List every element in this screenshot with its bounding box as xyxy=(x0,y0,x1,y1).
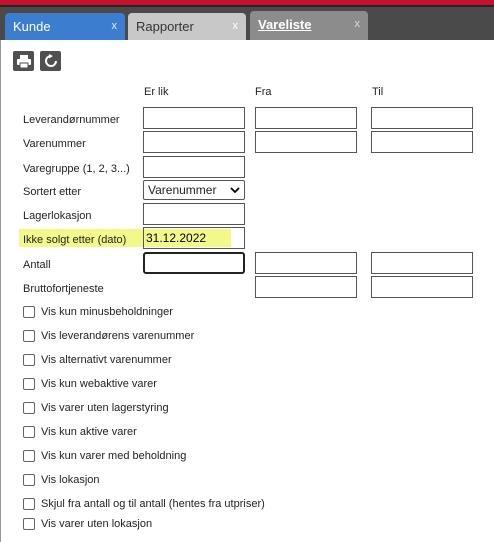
label-leverandornummer: Leverandørnummer xyxy=(23,114,120,126)
tab-vareliste[interactable] xyxy=(250,11,368,40)
tab-rapporter[interactable] xyxy=(128,13,246,40)
label-sortert-etter: Sortert etter xyxy=(23,186,82,198)
checkbox-label: Vis leverandørens varenummer xyxy=(41,330,195,342)
tab-label: Rapporter xyxy=(136,19,194,34)
checkbox[interactable] xyxy=(23,518,35,530)
checkbox-label: Vis alternativt varenummer xyxy=(41,354,172,366)
checkbox-label: Vis kun webaktive varer xyxy=(41,378,157,390)
varegruppe-input[interactable] xyxy=(143,156,245,178)
column-til: Til xyxy=(372,86,384,98)
bruttofortjeneste-fra-input[interactable] xyxy=(255,276,357,298)
checkbox-label: Vis varer uten lagerstyring xyxy=(41,402,169,414)
label-lagerlokasjon: Lagerlokasjon xyxy=(23,210,92,222)
lagerlokasjon-input[interactable] xyxy=(143,203,245,225)
print-button[interactable] xyxy=(13,51,34,71)
tab-label: Kunde xyxy=(13,19,51,34)
select-value: Varenummer xyxy=(148,183,217,197)
varenummer-er-lik-input[interactable] xyxy=(143,131,245,153)
ikke-solgt-etter-date-input[interactable] xyxy=(143,227,245,249)
label-varegruppe: Varegruppe (1, 2, 3...) xyxy=(23,163,130,175)
sortert-etter-select[interactable] xyxy=(143,180,245,200)
checkbox[interactable] xyxy=(23,354,35,366)
close-icon[interactable]: x xyxy=(354,18,360,30)
checkbox[interactable] xyxy=(23,306,35,318)
label-varenummer: Varenummer xyxy=(23,138,86,150)
varenummer-til-input[interactable] xyxy=(371,131,473,153)
label-bruttofortjeneste: Bruttofortjeneste xyxy=(23,283,104,295)
checkbox-label: Vis lokasjon xyxy=(41,474,100,486)
antall-er-lik-input[interactable] xyxy=(143,252,245,274)
checkbox-label: Vis varer uten lokasjon xyxy=(41,518,153,530)
refresh-button[interactable] xyxy=(40,51,61,71)
leverandornummer-fra-input[interactable] xyxy=(255,107,357,129)
leverandornummer-til-input[interactable] xyxy=(371,107,473,129)
checkbox[interactable] xyxy=(23,474,35,486)
column-fra: Fra xyxy=(255,86,272,98)
varenummer-fra-input[interactable] xyxy=(255,131,357,153)
checkbox-label: Vis kun aktive varer xyxy=(41,426,137,438)
vareliste-panel xyxy=(0,40,494,542)
checkbox[interactable] xyxy=(23,330,35,342)
antall-fra-input[interactable] xyxy=(255,252,357,274)
close-icon[interactable]: x xyxy=(111,20,117,32)
label-ikke-solgt-etter: Ikke solgt etter (dato) xyxy=(23,234,127,246)
bruttofortjeneste-til-input[interactable] xyxy=(371,276,473,298)
checkbox-label: Skjul fra antall og til antall (hentes fra utpriser) xyxy=(41,498,265,510)
checkbox-label: Vis kun minusbeholdninger xyxy=(41,306,173,318)
printer-icon xyxy=(17,55,31,68)
checkbox[interactable] xyxy=(23,402,35,414)
checkbox[interactable] xyxy=(23,450,35,462)
checkbox[interactable] xyxy=(23,378,35,390)
top-bar xyxy=(0,0,494,40)
chevron-down-icon xyxy=(230,184,240,196)
column-er-lik: Er lik xyxy=(144,86,169,98)
refresh-icon xyxy=(44,54,58,68)
leverandornummer-er-lik-input[interactable] xyxy=(143,107,245,129)
tab-label: Vareliste xyxy=(258,17,312,32)
close-icon[interactable]: x xyxy=(232,20,238,32)
tab-kunde[interactable] xyxy=(5,13,125,40)
checkbox[interactable] xyxy=(23,426,35,438)
checkbox[interactable] xyxy=(23,498,35,510)
checkbox-label: Vis kun varer med beholdning xyxy=(41,450,187,462)
antall-til-input[interactable] xyxy=(371,252,473,274)
label-antall: Antall xyxy=(23,259,51,271)
